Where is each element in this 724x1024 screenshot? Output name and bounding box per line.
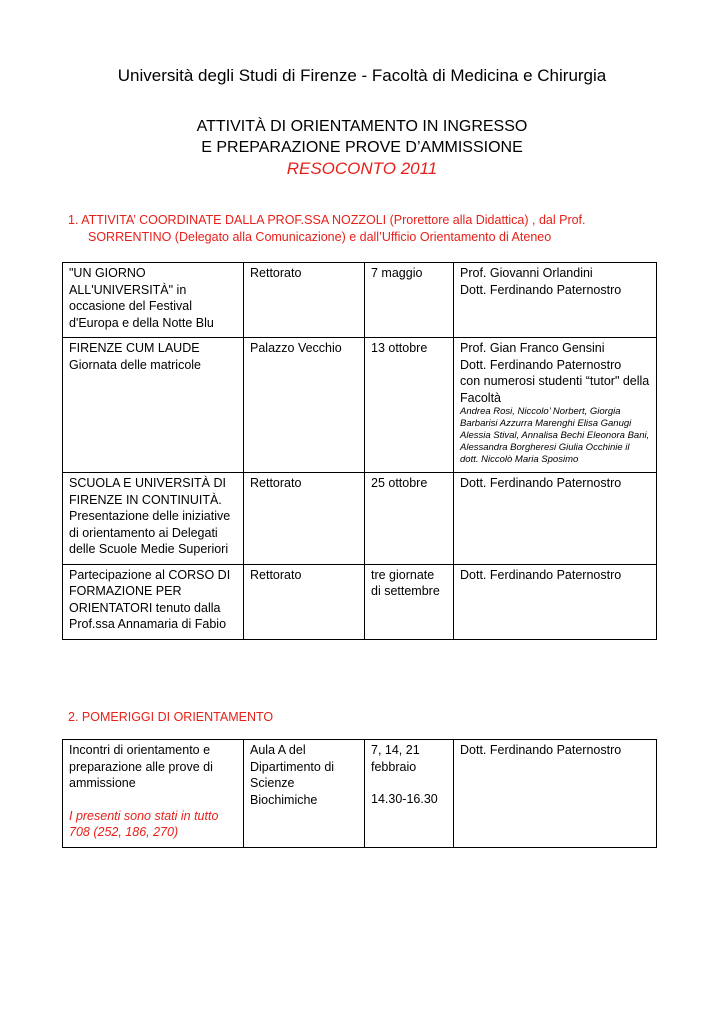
event-description: Incontri di orientamento e preparazione alle prove di ammissione xyxy=(69,743,213,790)
table-row xyxy=(63,338,657,473)
attendance-note: I presenti sono stati in tutto 708 (252, 186, 270) xyxy=(69,808,219,839)
event-title: "UN GIORNO ALL'UNIVERSITÀ" xyxy=(69,266,174,297)
table-row xyxy=(63,740,657,848)
person: Prof. Giovanni Orlandini xyxy=(460,266,593,280)
place-cell: Rettorato xyxy=(244,564,365,639)
people-cell xyxy=(454,263,657,338)
report-year-title: RESOCONTO 2011 xyxy=(286,159,438,178)
event-cell xyxy=(63,473,244,565)
date-cell: 25 ottobre xyxy=(365,473,454,565)
section-2-table xyxy=(62,739,657,848)
place-cell: Rettorato xyxy=(244,473,365,565)
event-cell xyxy=(63,263,244,338)
person: Dott. Ferdinando Paternostro xyxy=(460,357,622,372)
section-2-heading: 2. POMERIGGI DI ORIENTAMENTO xyxy=(68,710,274,724)
table-row xyxy=(63,473,657,565)
event-title: FIRENZE CUM LAUDE xyxy=(69,341,200,355)
person: Dott. Ferdinando Paternostro xyxy=(460,567,622,582)
date-value: 7, 14, 21 febbraio xyxy=(371,743,420,774)
university-title: Università degli Studi di Firenze - Facoltà di Medicina e Chirurgia xyxy=(117,66,607,85)
event-title: SCUOLA E UNIVERSITÀ DI FIRENZE IN CONTINUITÀ. xyxy=(69,476,226,507)
date-cell: 13 ottobre xyxy=(365,338,454,473)
person: con numerosi studenti “tutor" della Facoltà xyxy=(460,374,650,405)
student-tutors-list: Andrea Rosi, Niccolo’ Norbert, Giorgia Barbarisi Azzurra Marenghi Elisa Ganugi Alessia Stival, Annalisa Bechi Eleonora Bani, Alessandra Borgheresi Giulia Occhinie il dott. Niccolò Maria Sposimo xyxy=(460,406,650,465)
table-row xyxy=(63,263,657,338)
people-cell: Dott. Ferdinando Paternostro xyxy=(454,740,657,848)
person: Dott. Ferdinando Paternostro xyxy=(460,476,622,490)
event-title: Partecipazione al CORSO DI FORMAZIONE PER ORIENTATORI tenuto dalla Prof.ssa Annamaria di Fabio xyxy=(69,567,231,631)
person: Prof. Gian Franco Gensini xyxy=(460,341,605,355)
place-cell: Palazzo Vecchio xyxy=(244,338,365,473)
date-cell: tre giornate di settembre xyxy=(365,564,454,639)
section-1-heading xyxy=(68,212,668,246)
section-1-table xyxy=(62,262,657,640)
event-cell xyxy=(63,338,244,473)
place-cell: Aula A del Dipartimento di Scienze Biochimiche xyxy=(244,740,365,848)
person: Dott. Ferdinando Paternostro xyxy=(460,282,622,297)
people-cell xyxy=(454,338,657,473)
date-cell: 7 maggio xyxy=(365,263,454,338)
title-line-2: E PREPARAZIONE PROVE D’AMMISSIONE xyxy=(201,139,523,156)
section-1-heading-line-2: SORRENTINO (Delegato alla Comunicazione) e dall’Ufficio Orientamento di Ateneo xyxy=(88,230,552,244)
date-cell xyxy=(365,740,454,848)
event-cell xyxy=(63,564,244,639)
time-value: 14.30-16.30 xyxy=(371,792,438,806)
main-title xyxy=(0,116,724,179)
table-row xyxy=(63,564,657,639)
people-cell xyxy=(454,564,657,639)
title-line-1: ATTIVITÀ DI ORIENTAMENTO IN INGRESSO xyxy=(196,118,528,135)
event-description: Giornata delle matricole xyxy=(69,357,202,372)
event-description: in occasione del Festival d'Europa e della Notte Blu xyxy=(69,282,214,330)
place-cell: Rettorato xyxy=(244,263,365,338)
event-cell xyxy=(63,740,244,848)
section-1-heading-line-1: 1. ATTIVITA’ COORDINATE DALLA PROF.SSA NOZZOLI (Prorettore alla Didattica) , dal Prof. xyxy=(68,213,586,227)
people-cell xyxy=(454,473,657,565)
event-description: Presentazione delle iniziative di orientamento ai Delegati delle Scuole Medie Superiori xyxy=(69,509,231,556)
